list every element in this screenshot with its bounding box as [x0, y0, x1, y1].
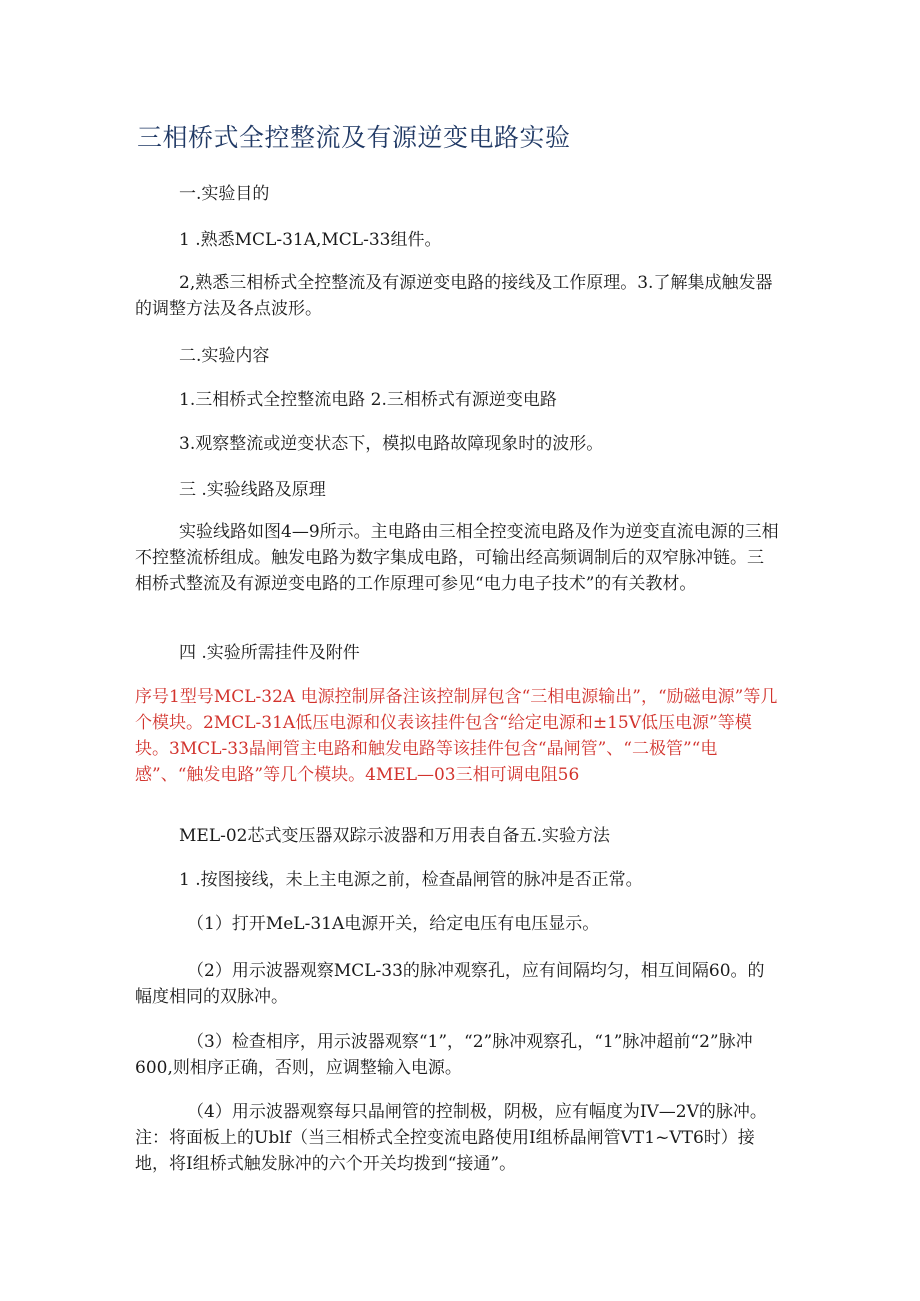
objective-item-1: 1 .熟悉MCL-31A,MCL-33组件。: [179, 230, 442, 250]
principle-paragraph: 实验线路如图4—9所示。主电路由三相全控变流电路及作为逆变直流电源的三相不控整流桥组成。触发电路为数字集成电路，可输出经高频调制后的双窄脉冲链。三相桥式整流及有源逆变电路的工作原理可参见“电力电子技术”的有关教材。: [135, 522, 779, 594]
content-item-3: 3.观察整流或逆变状态下，模拟电路故障现象时的波形。: [179, 434, 604, 454]
objective-item-2: 2,熟悉三相桥式全控整流及有源逆变电路的接线及工作原理。3.了解集成触发器的调整方法及各点波形。: [135, 273, 773, 319]
section-heading-content: 二.实验内容: [179, 346, 270, 366]
method-subitem-1: （1）打开MeL-31A电源开关，给定电压有电压显示。: [187, 914, 600, 934]
equipment-table-text: 序号1型号MCL-32A 电源控制屏备注该控制屏包含“三相电源输出”，“励磁电源”等几个模块。2MCL-31A低压电源和仪表该挂件包含“给定电源和±15V低压电源”等模块。3MCL-33晶闸管主电路和触发电路等该挂件包含“晶闸管”、“二极管”“电感”、“触发电路”等几个模块。4MEL—03三相可调电阻56: [135, 687, 778, 785]
equipment-tail-and-method-heading: MEL-02芯式变压器双踪示波器和万用表自备五.实验方法: [179, 826, 610, 846]
section-heading-equipment: 四 .实验所需挂件及附件: [179, 643, 360, 663]
document-title: 三相桥式全控整流及有源逆变电路实验: [137, 123, 571, 152]
method-subitem-2: （2）用示波器观察MCL-33的脉冲观察孔，应有间隔均匀，相互间隔60。的幅度相同的双脉冲。: [135, 961, 765, 1007]
section-heading-objectives: 一.实验目的: [179, 184, 270, 204]
section-heading-principle: 三 .实验线路及原理: [179, 480, 326, 500]
method-item-1: 1 .按图接线，未上主电源之前，检查晶闸管的脉冲是否正常。: [179, 870, 643, 890]
method-subitem-4: （4）用示波器观察每只晶闸管的控制极，阴极，应有幅度为IV—2V的脉冲。注：将面板上的Ublf（当三相桥式全控变流电路使用I组桥晶闸管VT1~VT6时）接地，将I组桥式触发脉冲的六个开关均拨到“接通”。: [135, 1102, 767, 1174]
content-item-1-2: 1.三相桥式全控整流电路 2.三相桥式有源逆变电路: [179, 390, 557, 410]
method-subitem-3: （3）检查相序，用示波器观察“1”，“2”脉冲观察孔，“1”脉冲超前“2”脉冲600,则相序正确，否则，应调整输入电源。: [135, 1032, 753, 1078]
